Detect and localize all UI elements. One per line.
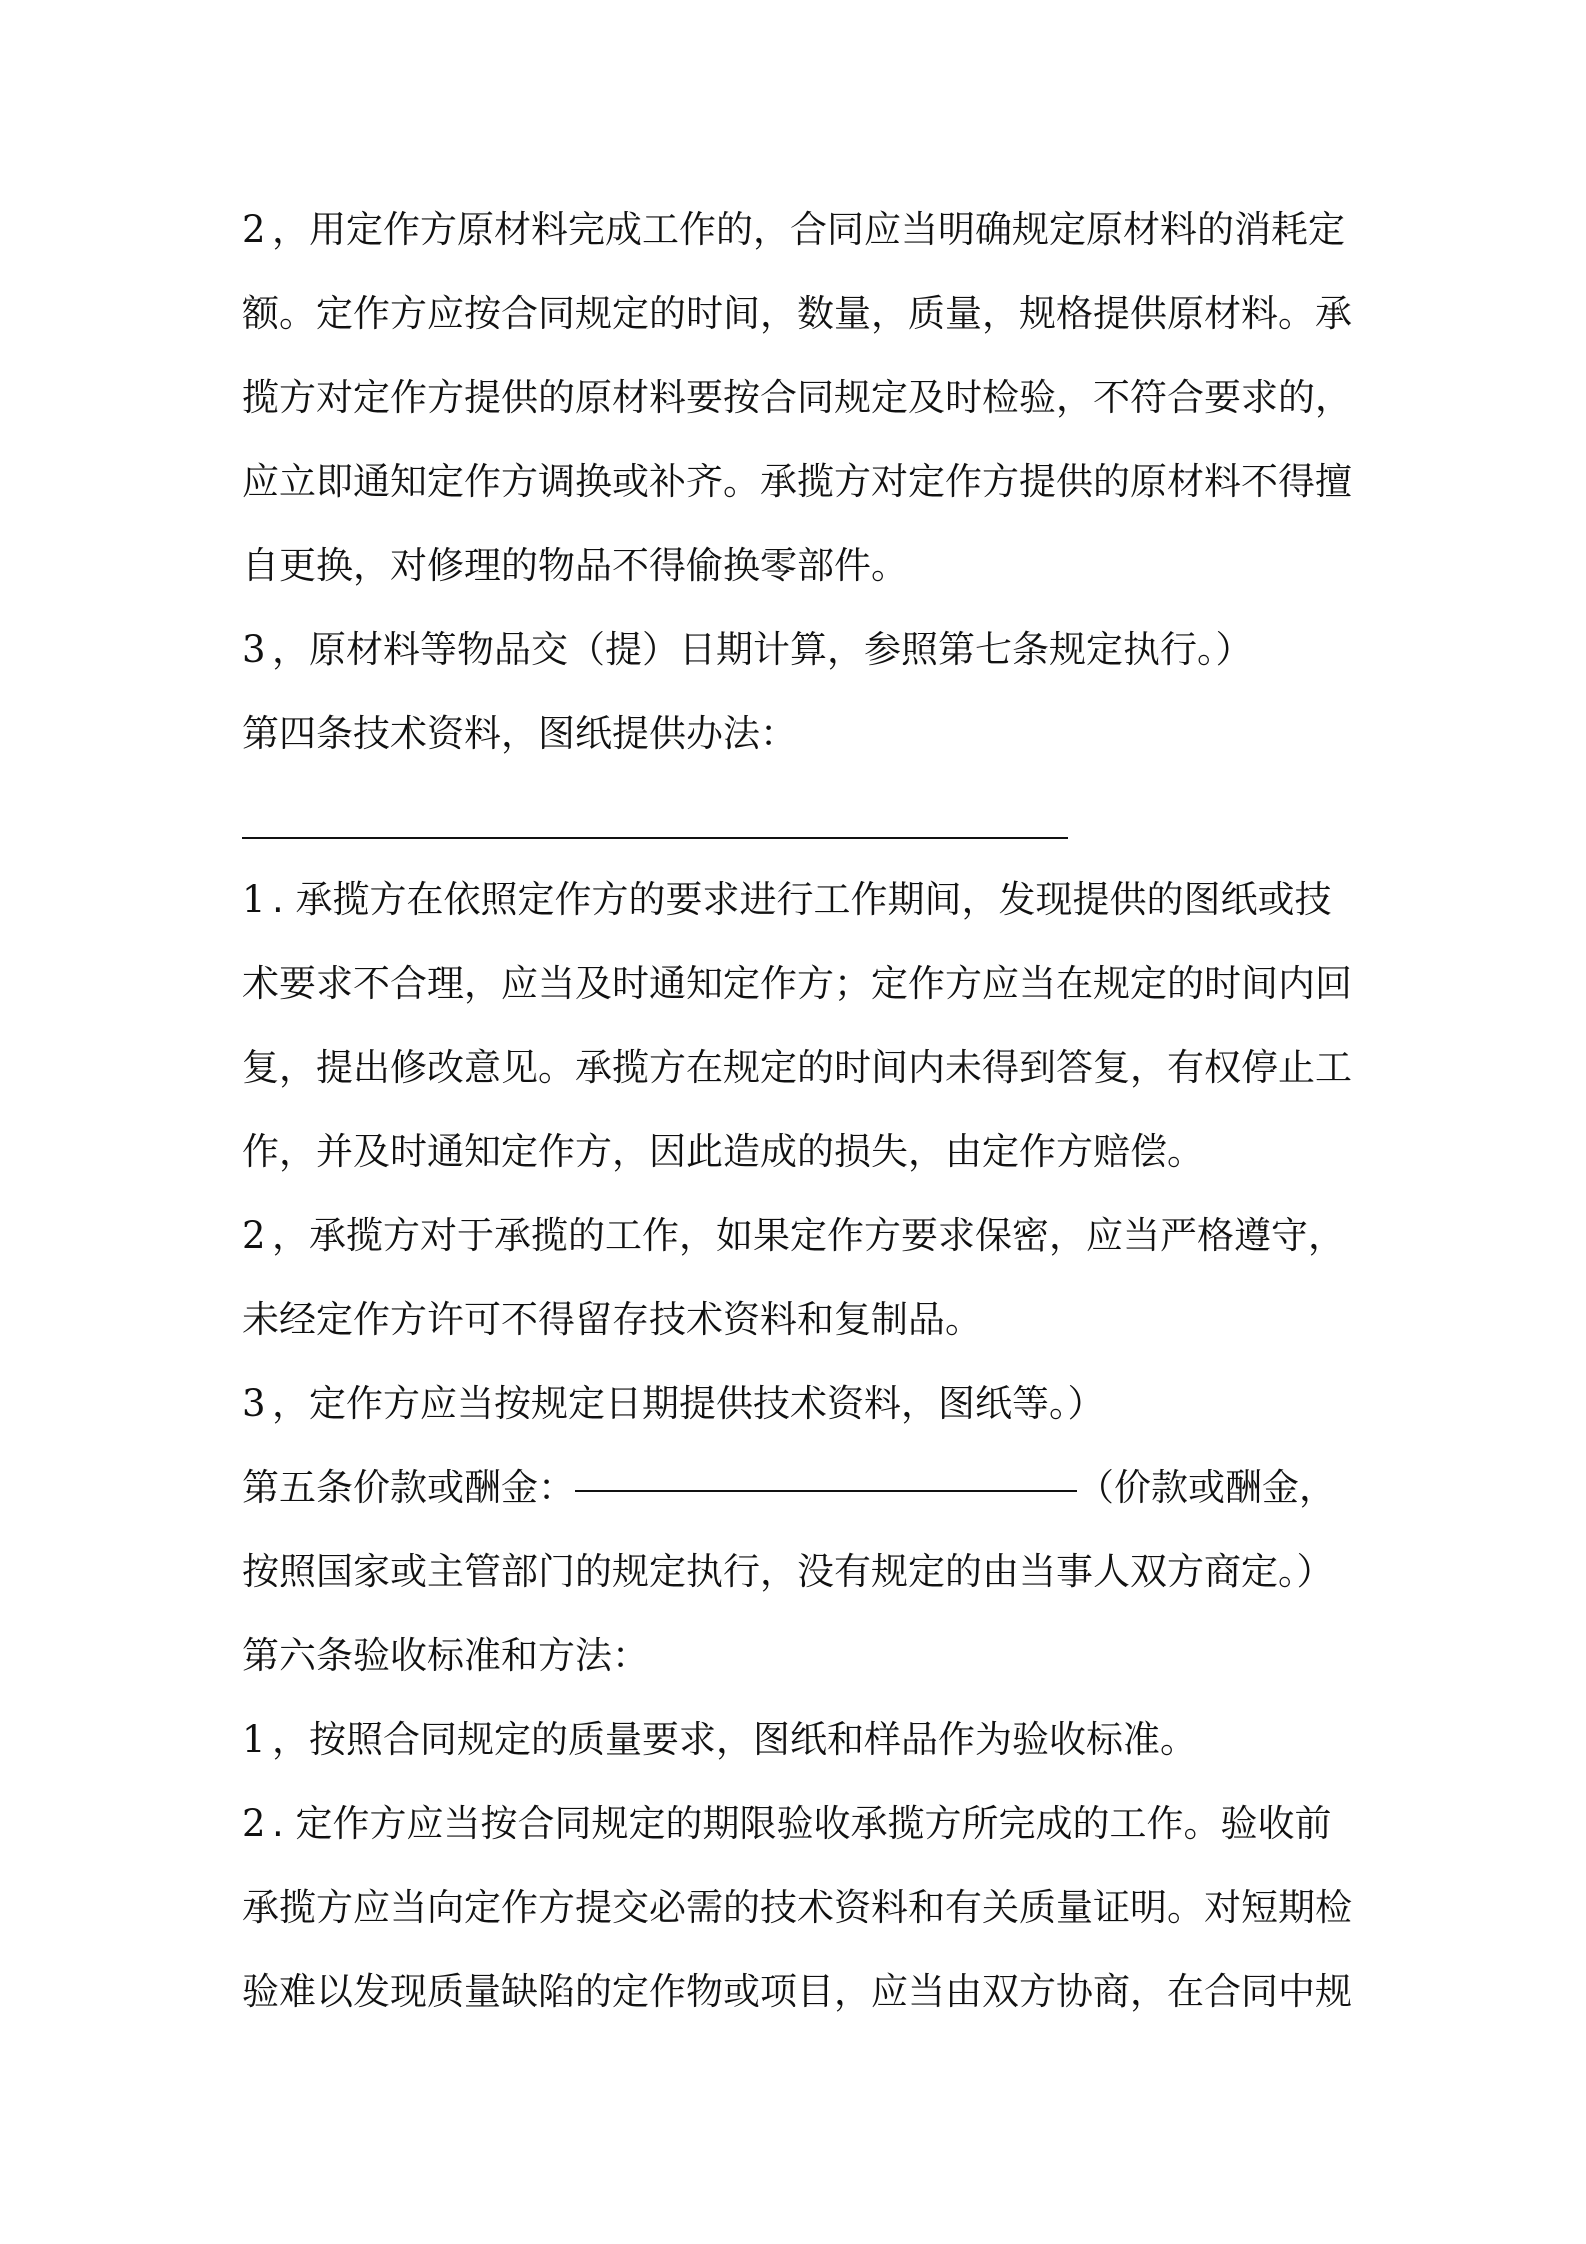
- line-text: 验难以发现质量缺陷的定作物或项目，应当由双方协商，在合同中规: [242, 1970, 1352, 2013]
- section-heading: [242, 702, 1362, 766]
- paragraph-line: [242, 1792, 1362, 1856]
- line-text: ，原材料等物品交（提）日期计算，参照第七条规定执行。）: [272, 628, 1253, 671]
- line-text: 应立即通知定作方调换或补齐。承揽方对定作方提供的原材料不得擅: [242, 460, 1352, 503]
- paragraph-line: [242, 450, 1362, 514]
- fill-in-blank-line: [242, 837, 1068, 839]
- line-text: . 承揽方在依照定作方的要求进行工作期间，发现提供的图纸或技: [272, 878, 1332, 921]
- section-heading: [242, 1456, 1362, 1520]
- line-text: 第六条验收标准和方法：: [242, 1634, 649, 1677]
- line-text: 自更换，对修理的物品不得偷换零部件。: [242, 544, 908, 587]
- item-number: 1: [242, 878, 266, 921]
- line-text: 额。定作方应按合同规定的时间，数量，质量，规格提供原材料。承: [242, 292, 1352, 335]
- paragraph-line: [242, 534, 1362, 598]
- item-number: 2: [242, 208, 266, 251]
- line-text: ，按照合同规定的质量要求，图纸和样品作为验收标准。: [272, 1718, 1197, 1761]
- line-text: ，定作方应当按规定日期提供技术资料，图纸等。）: [272, 1382, 1105, 1425]
- item-number: 2: [242, 1214, 266, 1257]
- line-text: 揽方对定作方提供的原材料要按合同规定及时检验，不符合要求的，: [242, 376, 1352, 419]
- section-heading: [242, 1624, 1362, 1688]
- paragraph-line: [242, 1708, 1362, 1772]
- paragraph-line: [242, 1876, 1362, 1940]
- paragraph-line: [242, 366, 1362, 430]
- line-text: （价款或酬金，: [1077, 1466, 1336, 1509]
- paragraph-line: [242, 618, 1362, 682]
- line-text: 术要求不合理，应当及时通知定作方；定作方应当在规定的时间内回: [242, 962, 1352, 1005]
- item-number: 3: [242, 628, 266, 671]
- line-text: . 定作方应当按合同规定的期限验收承揽方所完成的工作。验收前: [272, 1802, 1332, 1845]
- paragraph-line: [242, 1540, 1362, 1604]
- line-text: ，承揽方对于承揽的工作，如果定作方要求保密，应当严格遵守，: [272, 1214, 1345, 1257]
- line-text: 复，提出修改意见。承揽方在规定的时间内未得到答复，有权停止工: [242, 1046, 1352, 1089]
- fill-in-blank-line: [575, 1460, 1077, 1492]
- line-text: ，用定作方原材料完成工作的，合同应当明确规定原材料的消耗定: [272, 208, 1345, 251]
- item-number: 2: [242, 1802, 266, 1845]
- paragraph-line: [242, 868, 1362, 932]
- paragraph-line: [242, 1960, 1362, 2024]
- paragraph-line: [242, 1120, 1362, 1184]
- item-number: 3: [242, 1382, 266, 1425]
- line-text: 未经定作方许可不得留存技术资料和复制品。: [242, 1298, 982, 1341]
- paragraph-line: [242, 198, 1362, 262]
- line-text: 按照国家或主管部门的规定执行，没有规定的由当事人双方商定。）: [242, 1550, 1334, 1593]
- line-text: 承揽方应当向定作方提交必需的技术资料和有关质量证明。对短期检: [242, 1886, 1352, 1929]
- paragraph-line: [242, 1204, 1362, 1268]
- line-text: 作，并及时通知定作方，因此造成的损失，由定作方赔偿。: [242, 1130, 1204, 1173]
- line-text: 第四条技术资料，图纸提供办法：: [242, 712, 797, 755]
- paragraph-line: [242, 1036, 1362, 1100]
- paragraph-line: [242, 282, 1362, 346]
- paragraph-line: [242, 1288, 1362, 1352]
- paragraph-line: [242, 1372, 1362, 1436]
- paragraph-line: [242, 952, 1362, 1016]
- item-number: 1: [242, 1718, 266, 1761]
- line-text: 第五条价款或酬金：: [242, 1466, 575, 1509]
